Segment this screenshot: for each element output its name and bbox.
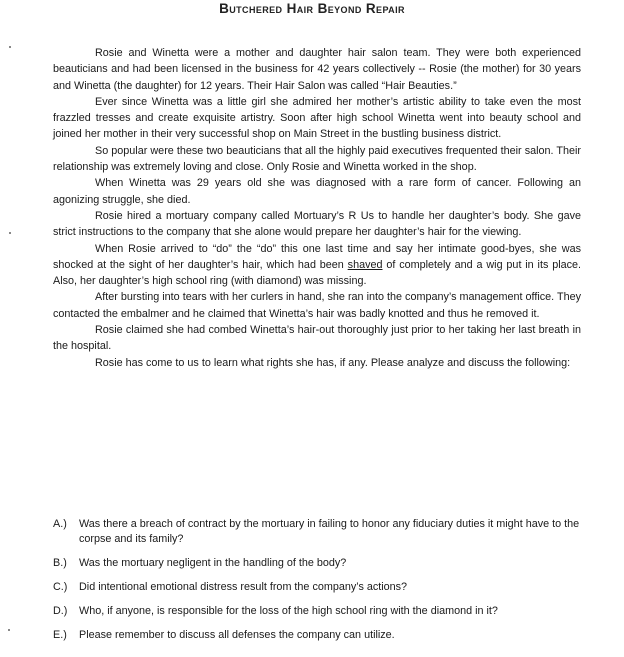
page-title: Butchered Hair Beyond Repair [219,1,405,16]
question-text: Was the mortuary negligent in the handling of the body? [79,557,347,569]
scan-speck [9,232,11,234]
question-item [53,556,588,571]
question-label: C.) [53,581,68,593]
paragraph: When Winetta was 29 years old she was diagnosed with a rare form of cancer. Following an agonizing struggle, she died. [53,177,581,206]
question-label: A.) [53,518,67,530]
question-item [53,580,588,595]
paragraph-text: of completely and a wig put in its place. Also, her daughter’s high school ring (with diamond) was missing. [53,258,581,288]
underlined-word: shaved [347,258,383,271]
paragraph: Rosie hired a mortuary company called Mortuary’s R Us to handle her daughter’s body. She gave strict instructions to the company that she alone would prepare her daughter’s hair for the viewing. [53,209,581,239]
question-item [53,628,588,643]
paragraph [53,241,581,290]
question-label: E.) [53,629,67,641]
paragraph: Rosie claimed she had combed Winetta’s hair-out thoroughly just prior to her taking her last breath in the hospital. [53,324,581,353]
case-narrative [53,45,581,371]
question-text: Was there a breach of contract by the mortuary in failing to honor any fiduciary duties it might have to the corpse and its family? [79,518,580,545]
paragraph: Rosie has come to us to learn what rights she has, if any. Please analyze and discuss the following: [95,356,571,369]
question-item [53,604,588,619]
question-list [53,517,588,652]
question-text: Please remember to discuss all defenses the company can utilize. [79,629,395,641]
question-label: D.) [53,605,68,617]
scan-speck [9,46,11,48]
paragraph: After bursting into tears with her curlers in hand, she ran into the company’s management office. They contacted the embalmer and he claimed that Winetta’s hair was badly knotted and thus he removed it. [53,291,581,320]
question-label: B.) [53,557,67,569]
question-item [53,517,588,547]
paragraph-text: When Rosie arrived to “do” the “do” this one last time and say her intimate good-byes, she was shocked at the sight of her daughter’s hair, which had been [53,242,581,271]
paragraph: So popular were these two beauticians that all the highly paid executives frequented their salon. Their relationship was extremely loving and close. Only Rosie and Winetta worked in the shop. [53,144,581,174]
paragraph: Ever since Winetta was a little girl she admired her mother’s artistic ability to take even the most frazzled tresses and create exquisite artistry. Soon after high school Winetta went into beauty school and joined her mother in their very successful shop on Main Street in the bustling business district. [53,95,581,141]
scan-speck [8,629,10,631]
question-text: Did intentional emotional distress result from the company’s actions? [79,581,408,593]
paragraph: Rosie and Winetta were a mother and daughter hair salon team. They were both experienced beauticians and had been licensed in the business for 42 years collectively -- Rosie (the mother) for 30 years and Winetta (the daughter) for 12 years. Their Hair Salon was called “Hair Beauties.” [53,47,581,92]
question-text: Who, if anyone, is responsible for the loss of the high school ring with the diamond in it? [79,605,498,617]
